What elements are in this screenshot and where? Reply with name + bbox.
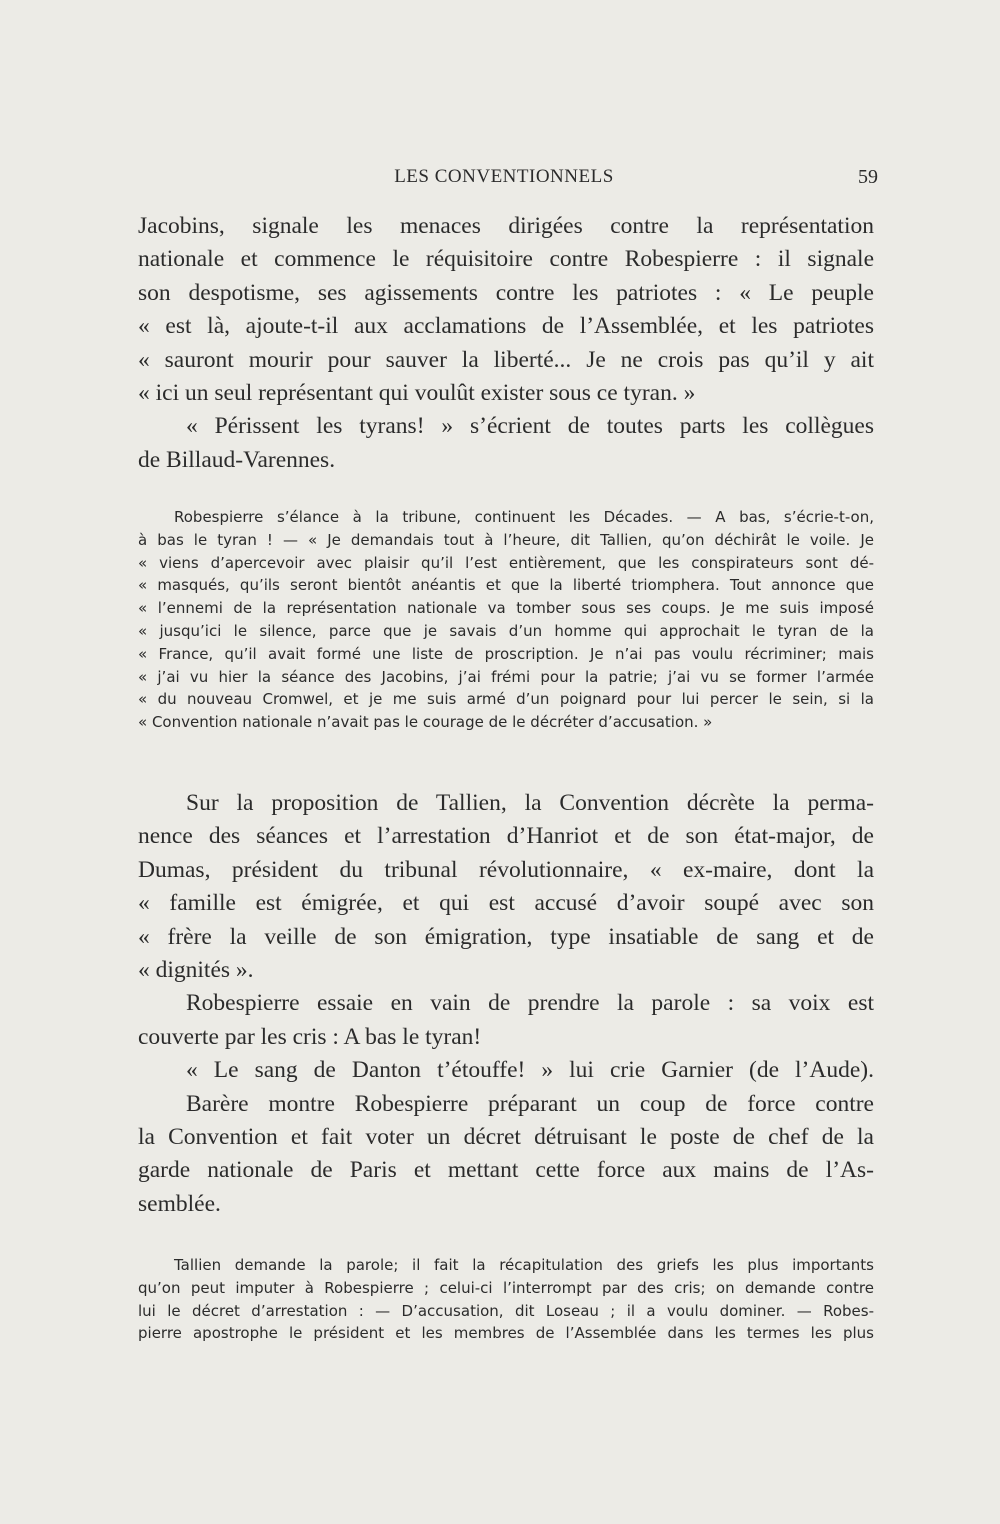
note-line: pierre apostrophe le président et les membres de l’Assemblée dans les termes les plus: [138, 1324, 874, 1343]
note-line: « du nouveau Cromwel, et je me suis armé d’un poignard pour lui percer le sein, si la: [138, 690, 874, 709]
text-line: Barère montre Robespierre préparant un coup de force contre: [186, 1090, 874, 1117]
quotation-block-2: [138, 1254, 874, 1345]
note-line: qu’on peut imputer à Robespierre ; celui-ci l’interrompt par des cris; on demande contre: [138, 1278, 874, 1297]
main-text-block-1: [138, 210, 874, 477]
running-head: [130, 166, 878, 192]
text-line: nationale et commence le réquisitoire contre Robespierre : il signale: [138, 246, 874, 273]
text-line: semblée.: [138, 1190, 221, 1217]
text-line: Dumas, président du tribunal révolutionnaire, « ex-maire, dont la: [138, 856, 874, 883]
text-line: « est là, ajoute-t-il aux acclamations de l’Assemblée, et les patriotes: [138, 313, 874, 340]
running-title: LES CONVENTIONNELS: [394, 166, 614, 187]
text-line: « frère la veille de son émigration, type insatiable de sang et de: [138, 923, 874, 950]
text-line: « famille est émigrée, et qui est accusé d’avoir soupé avec son: [138, 890, 874, 917]
text-line: Sur la proposition de Tallien, la Convention décrète la perma-: [186, 790, 874, 816]
text-line: « ici un seul représentant qui voulût exister sous ce tyran. »: [138, 380, 696, 407]
main-text-block-2: [138, 787, 874, 1221]
note-line: lui le décret d’arrestation : — D’accusation, dit Loseau ; il a voulu dominer. — Robes-: [138, 1301, 874, 1320]
text-line: nence des séances et l’arrestation d’Hanriot et de son état-major, de: [138, 823, 874, 850]
text-line: « Périssent les tyrans! » s’écrient de toutes parts les collègues: [186, 413, 874, 440]
note-line: « Convention nationale n’avait pas le courage de le décréter d’accusation. »: [138, 713, 713, 732]
text-line: de Billaud-Varennes.: [138, 446, 336, 473]
text-line: son despotisme, ses agissements contre les patriotes : « Le peuple: [138, 279, 874, 306]
text-line: « sauront mourir pour sauver la liberté... Je ne crois pas qu’il y ait: [138, 346, 874, 373]
note-line: « viens d’apercevoir avec plaisir qu’il l’est entièrement, que les conspirateurs sont dé-: [138, 553, 874, 572]
page-number: 59: [858, 166, 878, 188]
note-line: « jusqu’ici le silence, parce que je savais d’un homme qui approchait le tyran de la: [138, 621, 874, 640]
note-line: « l’ennemi de la représentation nationale va tomber sous ses coups. Je me suis imposé: [138, 599, 874, 618]
quotation-block-1: [138, 506, 874, 734]
text-line: « dignités ».: [138, 957, 254, 984]
note-line: Tallien demande la parole; il fait la récapitulation des griefs les plus importants: [174, 1256, 874, 1274]
text-line: garde nationale de Paris et mettant cette force aux mains de l’As-: [138, 1157, 874, 1184]
text-line: Jacobins, signale les menaces dirigées contre la représentation: [138, 213, 874, 239]
note-line: « masqués, qu’ils seront bientôt anéantis et que la liberté triomphera. Tout annonce que: [138, 576, 874, 595]
note-line: à bas le tyran ! — « Je demandais tout à l’heure, dit Tallien, qu’on déchirât le voile. Je: [138, 530, 874, 549]
text-line: la Convention et fait voter un décret détruisant le poste de chef de la: [138, 1124, 874, 1151]
text-line: « Le sang de Danton t’étouffe! » lui crie Garnier (de l’Aude).: [186, 1057, 874, 1084]
text-line: couverte par les cris : A bas le tyran!: [138, 1023, 482, 1050]
note-line: « j’ai vu hier la séance des Jacobins, j’ai frémi pour la patrie; j’ai vu se former l’armée: [138, 667, 874, 686]
note-line: « France, qu’il avait formé une liste de proscription. Je n’ai pas voulu récriminer; mais: [138, 644, 874, 663]
text-line: Robespierre essaie en vain de prendre la parole : sa voix est: [186, 990, 874, 1017]
note-line: Robespierre s’élance à la tribune, continuent les Décades. — A bas, s’écrie-t-on,: [174, 508, 874, 526]
